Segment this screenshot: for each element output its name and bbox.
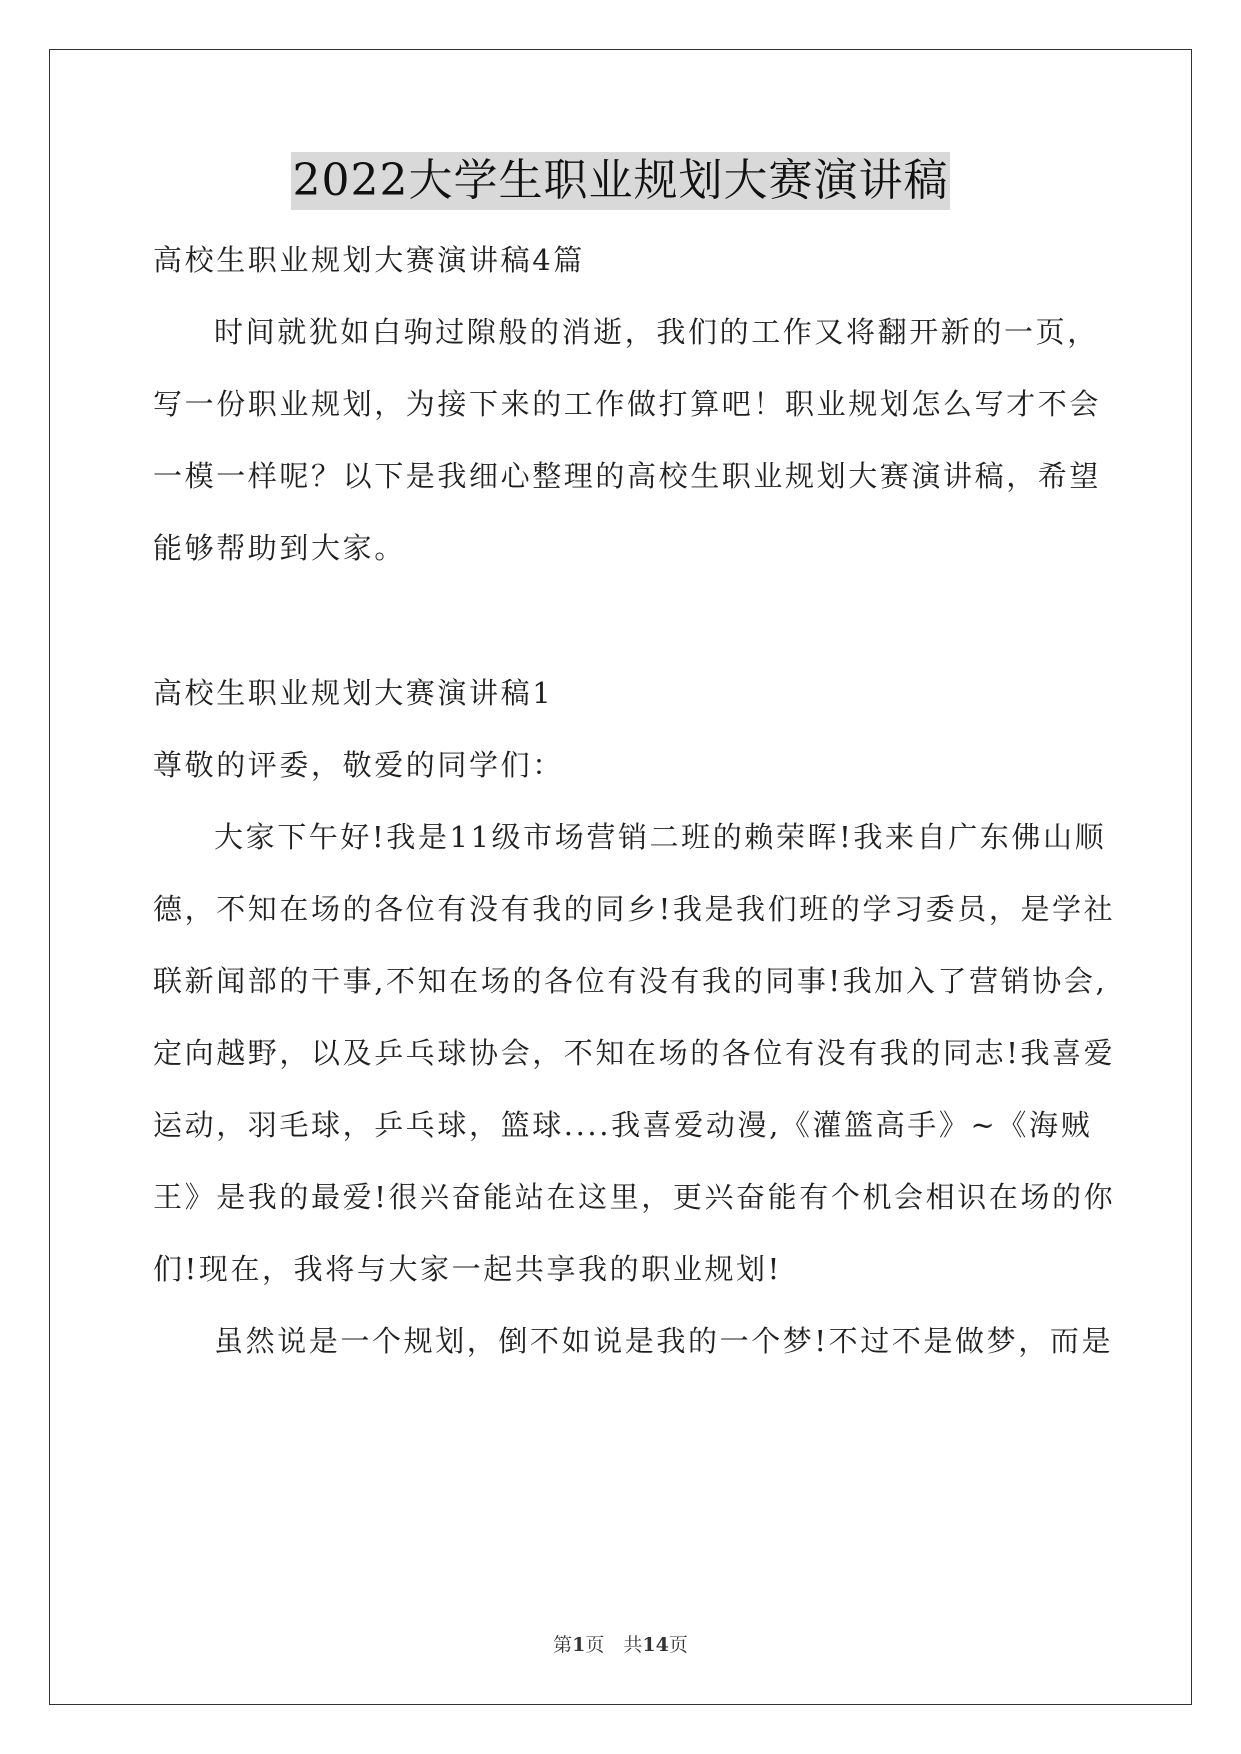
body-line-last: 虽然说是一个规划，倒不如说是我的一个梦!不过不是做梦，而是 [214,1324,1114,1358]
intro-line: 一模一样呢？以下是我细心整理的高校生职业规划大赛演讲稿，希望 [153,459,1102,493]
body-line: 们!现在，我将与大家一起共享我的职业规划! [153,1252,782,1286]
footer-mid: 页 共 [585,1634,643,1656]
intro-line: 能够帮助到大家。 [153,531,406,565]
footer-page-number: 1 [572,1634,586,1656]
body-line: 联新闻部的干事,不知在场的各位有没有我的同事!我加入了营销协会, [153,964,1108,998]
page-border [49,49,1192,1705]
greeting: 尊敬的评委，敬爱的同学们： [153,748,564,782]
intro-line: 时间就犹如白驹过隙般的消逝，我们的工作又将翻开新的一页， [214,315,1099,349]
body-line: 德，不知在场的各位有没有我的同乡!我是我们班的学习委员，是学社 [153,892,1116,926]
section-heading: 高校生职业规划大赛演讲稿1 [153,676,554,710]
body-line: 运动，羽毛球，乒乓球，篮球....我喜爱动漫,《灌篮高手》~《海贼 [153,1108,1093,1142]
title-container [0,152,1241,210]
intro-line: 写一份职业规划，为接下来的工作做打算吧！职业规划怎么写才不会 [153,387,1102,421]
footer-suffix: 页 [668,1634,688,1656]
footer-prefix: 第 [553,1634,573,1656]
body-line: 定向越野，以及乒乓球协会，不知在场的各位有没有我的同志!我喜爱 [153,1036,1116,1070]
body-line: 王》是我的最爱!很兴奋能站在这里，更兴奋能有个机会相识在场的你 [153,1180,1116,1214]
page-footer [0,1630,1241,1657]
body-line: 大家下午好!我是11级市场营销二班的赖荣晖!我来自广东佛山顺 [214,820,1107,854]
document-title: 2022大学生职业规划大赛演讲稿 [291,152,951,210]
footer-total-pages: 14 [642,1634,669,1656]
document-subtitle: 高校生职业规划大赛演讲稿4篇 [153,243,585,277]
